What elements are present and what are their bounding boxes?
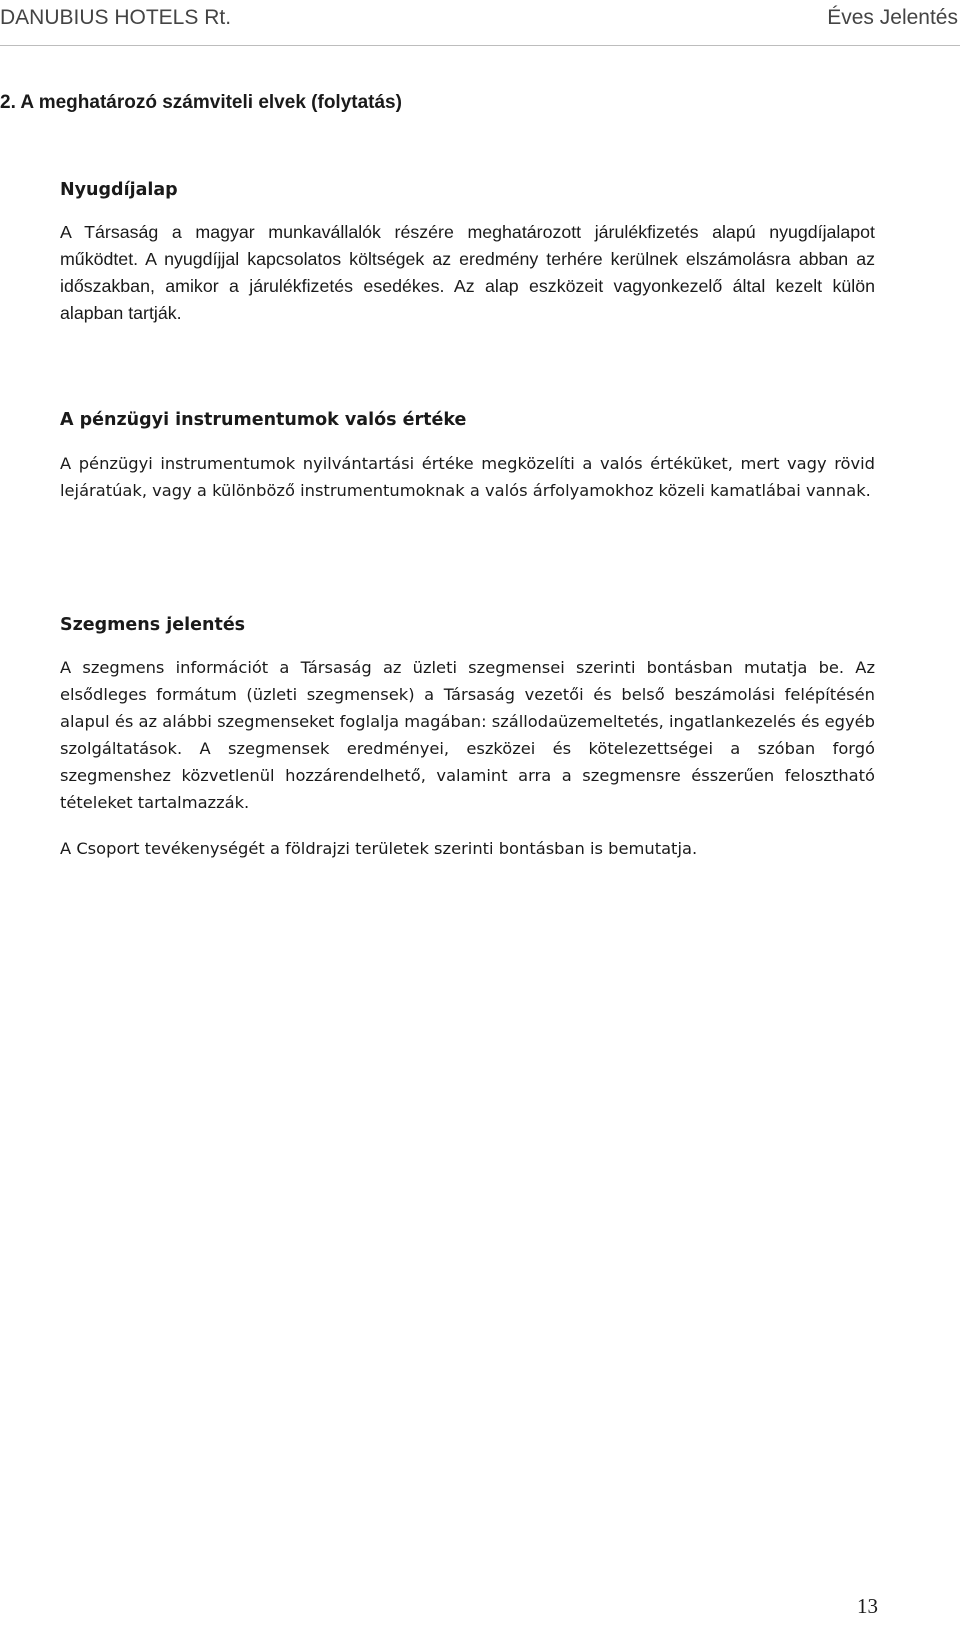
header-divider — [0, 45, 960, 46]
fair-value-paragraph: A pénzügyi instrumentumok nyilvántartási értéke megközelíti a valós értéküket, mert vagy rövid lejáratúak, vagy a különböző instrumentumoknak a valós árfolyamokhoz közeli kamatlábai vannak. — [60, 454, 875, 500]
pension-heading: Nyugdíjalap — [60, 180, 178, 200]
page-header — [0, 6, 960, 40]
report-title: Éves Jelentés — [827, 6, 958, 29]
segment-paragraph-2: A Csoport tevékenységét a földrajzi területek szerinti bontásban is bemutatja. — [60, 839, 698, 858]
segment-paragraph-1: A szegmens információt a Társaság az üzleti szegmensei szerinti bontásban mutatja be. Az elsődleges formátum (üzleti szegmensek) a Társaság vezetői és belső beszámolási felépítésén alapul és az alábbi szegmenseket foglalja magában: szállodaüzemeltetés, ingatlankezelés és egyéb szolgáltatások. A szegmensek eredményei, eszközei és kötelezettségei a szóban forgó szegmenshez közvetlenül hozzárendelhető, valamint arra a szegmensre ésszerűen felosztható tételeket tartalmazzák. — [60, 658, 875, 812]
pension-paragraph: A Társaság a magyar munkavállalók részére meghatározott járulékfizetés alapú nyugdíjalapot működtet. A nyugdíjjal kapcsolatos költségek az eredmény terhére kerülnek elszámolásra abban az időszakban, amikor a járulékfizetés esedékes. Az alap eszközeit vagyonkezelő által kezelt külön alapban tartják. — [60, 222, 875, 323]
company-name: DANUBIUS HOTELS Rt. — [0, 6, 232, 29]
pension-section — [60, 180, 875, 327]
section-title: 2. A meghatározó számviteli elvek (folytatás) — [0, 92, 402, 113]
fair-value-heading: A pénzügyi instrumentumok valós értéke — [60, 410, 467, 430]
segment-heading: Szegmens jelentés — [60, 615, 246, 635]
fair-value-section — [60, 410, 875, 504]
page-number: 13 — [857, 1594, 878, 1618]
segment-section — [60, 615, 875, 862]
